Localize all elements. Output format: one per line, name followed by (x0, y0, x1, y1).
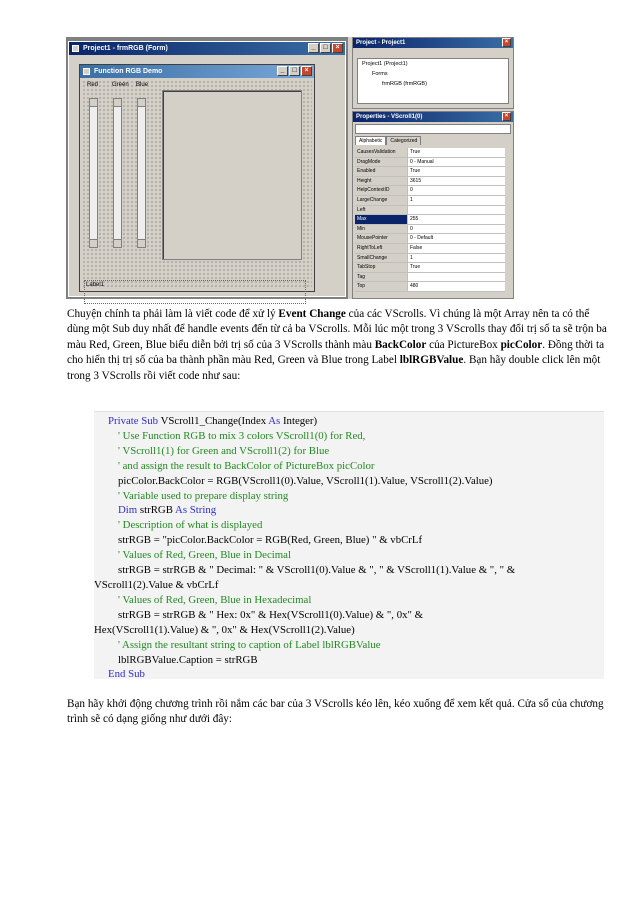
code-statement: VScroll1(2).Value & vbCrLf (94, 578, 219, 591)
code-comment: ' Assign the resultant string to caption of Label lblRGBValue (118, 638, 381, 651)
code-statement: picColor.BackColor = RGB(VScroll1(0).Value, VScroll1(1).Value, VScroll1(2).Value) (118, 474, 493, 487)
tab-alphabetic[interactable]: Alphabetic (355, 136, 386, 145)
code-statement: strRGB = strRGB & " Decimal: " & VScroll1(0).Value & ", " & VScroll1(1).Value & ", " & (118, 564, 516, 577)
property-name: LargeChange (355, 196, 408, 205)
form-designer-window (66, 37, 348, 299)
tree-form-item[interactable]: frmRGB (frmRGB) (382, 81, 427, 87)
property-value[interactable]: 0 (410, 225, 413, 232)
label1: Label1 (86, 282, 105, 288)
property-value[interactable]: 255 (410, 216, 419, 223)
code-keyword: Private Sub (108, 415, 159, 427)
property-name: MousePointer (355, 234, 408, 243)
app-icon (72, 45, 79, 52)
properties-list (355, 148, 505, 292)
para1-text-1: Chuyện chính ta phải làm là viết code để xử lý (67, 308, 279, 320)
property-name: DragMode (355, 158, 408, 167)
property-row[interactable] (355, 215, 505, 225)
property-value[interactable]: True (410, 149, 421, 155)
code-statement: strRGB = "picColor.BackColor = RGB(Red, Green, Blue) " & vbCrLf (118, 534, 423, 547)
code-block (94, 411, 604, 679)
code-keyword: Dim (118, 504, 138, 517)
property-row[interactable] (355, 234, 505, 244)
property-name: Height (355, 177, 408, 186)
properties-close-icon[interactable]: × (502, 112, 511, 121)
code-text: Integer) (280, 415, 318, 427)
property-value[interactable]: True (410, 264, 421, 271)
code-statement: strRGB = strRGB & " Hex: 0x" & Hex(VScroll1(0).Value) & ", 0x" & (118, 608, 424, 621)
designer-frame (68, 41, 346, 297)
object-dropdown[interactable] (355, 124, 511, 134)
property-name: CausesValidation (355, 148, 408, 157)
form-frmrgb[interactable] (79, 64, 315, 292)
form-title: Function RGB Demo (94, 68, 163, 75)
property-value[interactable] (408, 273, 410, 282)
label-red[interactable]: Red (87, 82, 99, 88)
code-keyword: As String (175, 504, 217, 517)
property-value[interactable]: 480 (410, 283, 419, 290)
code-end-sub: End Sub (108, 668, 145, 681)
property-name: Max (355, 215, 408, 224)
code-comment: ' Values of Red, Green, Blue in Decimal (118, 549, 291, 562)
form-close-icon[interactable]: × (301, 66, 312, 76)
code-line (108, 503, 604, 518)
picturebox-piccolor[interactable] (162, 90, 302, 260)
property-row[interactable] (355, 273, 505, 283)
vb-ide-screenshot (66, 37, 514, 299)
para1-bold-3: picColor (500, 338, 543, 351)
code-keyword: As (268, 415, 281, 427)
properties-titlebar (353, 112, 513, 122)
vscroll-green[interactable] (113, 98, 122, 248)
form-grid[interactable] (82, 80, 312, 289)
form-icon (83, 68, 90, 75)
project-explorer (352, 37, 514, 109)
property-row[interactable] (355, 263, 505, 273)
maximize-icon[interactable]: □ (320, 43, 331, 53)
property-name: Tag (355, 273, 408, 282)
code-comment: ' Variable used to prepare display string (118, 489, 289, 502)
property-value[interactable]: False (410, 244, 423, 251)
vscroll-red[interactable] (89, 98, 98, 248)
property-row[interactable] (355, 206, 505, 216)
property-name: TabStop (355, 263, 408, 272)
property-name: Top (355, 282, 408, 291)
project-title: Project - Project1 (356, 40, 406, 46)
paragraph-outro: Bạn hãy khởi động chương trình rồi nắm các bar của 3 VScrolls kéo lên, kéo xuống để xem kết quả. Cửa sổ của chương trình sẽ có dạng giống như dưới đây: (67, 698, 604, 726)
property-row[interactable] (355, 167, 505, 177)
form-maximize-icon[interactable]: □ (289, 66, 300, 76)
vscroll-blue[interactable] (137, 98, 146, 248)
para1-text-5: . Bạn hãy double click lên một trong 3 VScrolls rồi viết code như sau: (67, 354, 601, 382)
property-row[interactable] (355, 158, 505, 168)
property-name: SmallChange (355, 254, 408, 263)
code-text: VScroll1_Change(Index (158, 415, 269, 427)
property-name: HelpContextID (355, 186, 408, 195)
property-row[interactable] (355, 254, 505, 264)
para1-bold-2: BackColor (374, 338, 427, 351)
label1-box[interactable] (84, 280, 306, 304)
property-row[interactable] (355, 244, 505, 254)
property-row[interactable] (355, 225, 505, 235)
para1-text-3: của PictureBox (426, 338, 501, 351)
tree-project-root[interactable]: Project1 (Project1) (362, 61, 408, 67)
property-name: Enabled (355, 167, 408, 176)
properties-tabs (355, 136, 421, 145)
code-text: strRGB (137, 504, 176, 517)
property-value[interactable]: 0 - Default (410, 235, 434, 242)
para1-bold-4: lblRGBValue (399, 354, 464, 367)
code-statement: Hex(VScroll1(1).Value) & ", 0x" & Hex(VScroll1(2).Value) (94, 623, 355, 636)
property-name: Left (355, 206, 408, 215)
property-value[interactable]: 0 - Manual (410, 158, 434, 165)
property-value[interactable]: 1 (410, 254, 413, 261)
para1-text-4: . Đồng thời ta cho hiển thị trị số của ba thành phần màu Red, Green và Blue trong Label (67, 338, 605, 367)
tab-categorized[interactable]: Categorized (386, 136, 421, 145)
property-row[interactable] (355, 282, 505, 292)
project-tree (357, 58, 509, 104)
property-value[interactable]: 3615 (410, 177, 422, 184)
para1-text-2: của các VScrolls. Vì chúng là một Array nên ta có thể dùng một Sub duy nhất để handle events đến từ cả ba VScrolls. Mỗi lúc một trong 3 VScrolls thay đổi trị số ta sẽ trộn ba màu Red, Green, Blue biểu diễn bởi trị số của 3 VScrolls thành màu (67, 308, 607, 351)
designer-titlebar (69, 42, 345, 55)
property-row[interactable] (355, 148, 505, 158)
properties-title: Properties - VScroll1(0) (356, 114, 423, 120)
project-titlebar (353, 38, 513, 48)
code-statement: lblRGBValue.Caption = strRGB (118, 653, 258, 666)
property-row[interactable] (355, 196, 505, 206)
label-green[interactable]: Green (112, 82, 129, 88)
property-row[interactable] (355, 177, 505, 187)
form-titlebar (80, 65, 314, 78)
code-comment: ' VScroll1(1) for Green and VScroll1(2) for Blue (118, 444, 330, 457)
code-comment: ' Use Function RGB to mix 3 colors VScroll1(0) for Red, (118, 429, 366, 442)
designer-title: Project1 - frmRGB (Form) (83, 45, 168, 52)
para1-bold-1: Event Change (278, 308, 346, 320)
property-value[interactable] (408, 206, 410, 215)
project-close-icon[interactable]: × (502, 38, 511, 47)
minimize-icon[interactable]: _ (308, 43, 319, 53)
property-name: Min (355, 225, 408, 234)
code-comment: ' Description of what is displayed (118, 519, 263, 532)
property-value[interactable]: 0 (410, 187, 413, 194)
code-line (108, 414, 604, 429)
properties-window (352, 111, 514, 299)
property-name: RightToLeft (355, 244, 408, 253)
tree-forms-folder[interactable]: Forms (372, 71, 388, 77)
close-icon[interactable]: × (332, 43, 343, 53)
form-minimize-icon[interactable]: _ (277, 66, 288, 76)
property-row[interactable] (355, 186, 505, 196)
property-value[interactable]: 1 (410, 196, 413, 203)
code-comment: ' and assign the result to BackColor of PictureBox picColor (118, 459, 375, 472)
label-blue[interactable]: Blue (136, 82, 149, 88)
paragraph-intro (67, 307, 607, 384)
code-comment: ' Values of Red, Green, Blue in Hexadecimal (118, 593, 312, 606)
property-value[interactable]: True (410, 168, 421, 175)
